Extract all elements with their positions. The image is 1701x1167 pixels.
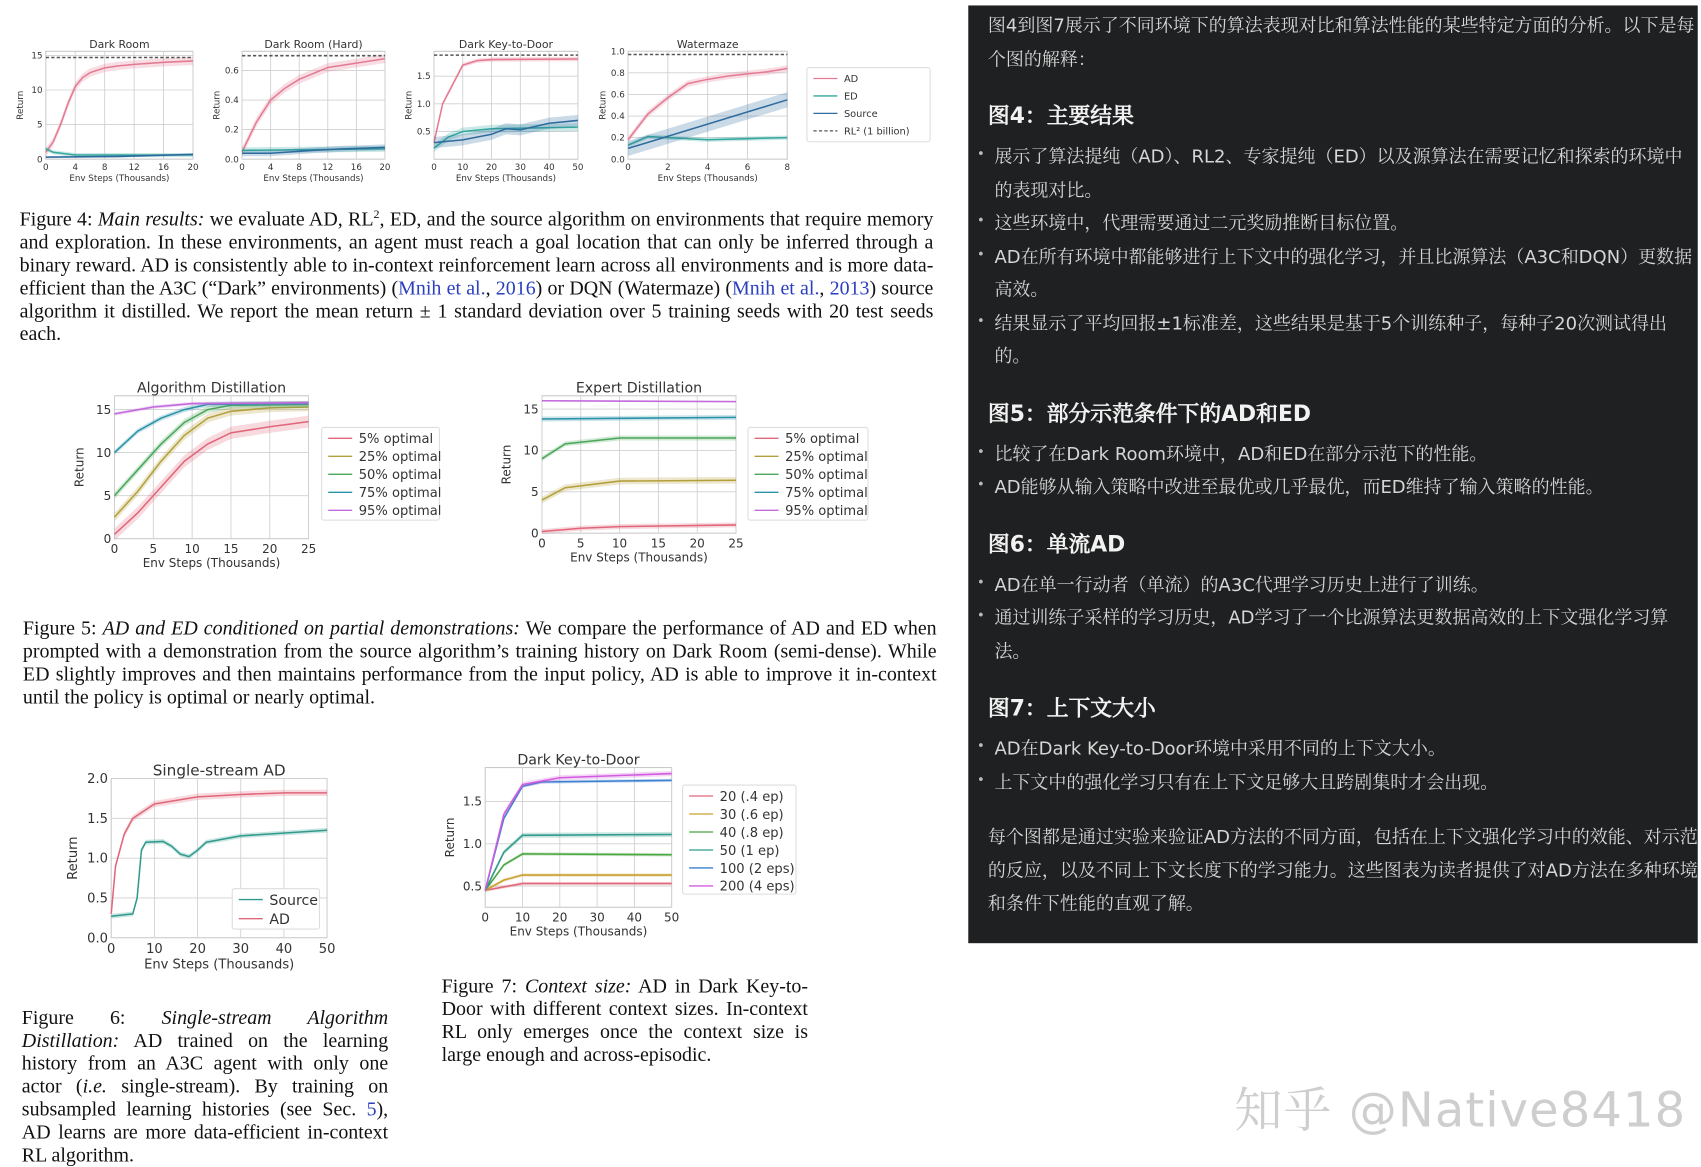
x-tick-label: 50 — [664, 910, 680, 925]
caption-text: Figure 6: — [21, 1006, 162, 1029]
explanation-panel — [968, 5, 1697, 943]
x-tick-label: 4 — [704, 163, 711, 174]
x-tick-label: 25 — [300, 541, 317, 556]
legend-label: 40 (.8 ep) — [719, 825, 784, 841]
caption-text: 2 — [373, 208, 380, 222]
y-tick-label: 0.0 — [224, 155, 239, 166]
x-tick-label: 0 — [625, 163, 631, 174]
x-tick-label: 10 — [457, 163, 469, 174]
bullet-list — [988, 438, 1698, 505]
y-tick-label: 0.2 — [224, 125, 239, 136]
chart-title: Watermaze — [676, 37, 739, 51]
y-tick-label: 0 — [531, 526, 539, 541]
x-tick-label: 15 — [650, 536, 667, 551]
x-tick-label: 12 — [128, 163, 140, 174]
caption-text: i.e. — [82, 1075, 107, 1097]
chart-title: Single-stream AD — [152, 761, 286, 780]
y-tick-label: 0.5 — [462, 879, 482, 894]
legend-label: 20 (.4 ep) — [719, 789, 784, 805]
caption-text: Main results: — [97, 208, 205, 231]
x-tick-label: 4 — [267, 163, 274, 174]
x-tick-label: 10 — [611, 536, 628, 551]
y-tick-label: 1.5 — [87, 811, 108, 827]
legend-label: 95% optimal — [358, 504, 442, 520]
figure-7-caption — [442, 975, 808, 1067]
y-tick-label: 0.5 — [87, 891, 108, 907]
caption-text: We compare the performance of AD and ED when prompted with a demonstration from the source algorithm’s training history on Dark Room (semi-dense). While ED slightly improves and then maintains performance from the input policy, AD is able to improve it in-context until the policy is optimal or nearly optimal. — [22, 617, 937, 708]
x-tick-label: 8 — [296, 163, 302, 174]
y-axis-label: Return — [212, 90, 223, 120]
x-tick-label: 20 — [187, 163, 199, 174]
caption-text: Figure 5: — [22, 617, 103, 639]
chart-7 — [443, 752, 796, 938]
y-tick-label: 15 — [523, 402, 539, 417]
chart-4 — [72, 381, 441, 570]
y-axis-label: Return — [72, 447, 87, 488]
legend-label: 75% optimal — [358, 486, 442, 502]
caption-text: Figure 4: — [19, 208, 98, 231]
x-tick-label: 15 — [223, 541, 239, 556]
y-tick-label: 1.0 — [610, 47, 625, 58]
x-tick-label: 0 — [43, 163, 49, 174]
chart-1 — [212, 38, 390, 184]
y-axis-label: Return — [404, 90, 415, 120]
bullet-item: • 上下文中的强化学习只有在上下文足够大且跨剧集时才会出现。 — [988, 766, 1698, 799]
x-tick-label: 20 — [485, 163, 498, 174]
bullet-list — [988, 733, 1698, 800]
bullet-list — [988, 141, 1698, 374]
y-tick-label: 0.6 — [224, 66, 239, 77]
x-tick-label: 4 — [72, 163, 79, 174]
legend-label: AD — [269, 911, 290, 928]
x-tick-label: 25 — [728, 536, 744, 551]
legend-label: RL² (1 billion) — [843, 126, 910, 138]
y-tick-label: 0.2 — [610, 133, 625, 144]
legend-label: 25% optimal — [358, 450, 442, 466]
x-tick-label: 20 — [689, 536, 705, 551]
bullet-item: • 结果显示了平均回报±1标准差，这些结果是基于5个训练种子，每种子20次测试得出的。 — [988, 307, 1698, 374]
caption-text: ) or DQN (Watermaze) ( — [535, 276, 733, 299]
x-axis-label: Env Steps (Thousands) — [657, 174, 758, 185]
x-axis-label: Env Steps (Thousands) — [144, 957, 295, 973]
bullet-item: • 展示了算法提纯（AD）、RL2、专家提纯（ED）以及源算法在需要记忆和探索的环境中的表现对比。 — [988, 141, 1698, 208]
legend-label: 100 (2 eps) — [719, 861, 795, 877]
x-tick-label: 30 — [514, 163, 526, 174]
y-tick-label: 0.0 — [87, 931, 108, 947]
x-axis-label: Env Steps (Thousands) — [570, 550, 708, 565]
x-tick-label: 40 — [543, 163, 555, 174]
x-tick-label: 12 — [322, 163, 334, 174]
figure-4-caption — [20, 208, 934, 345]
figures-canvas — [0, 0, 960, 981]
y-tick-label: 1.0 — [416, 99, 431, 110]
legend-label: Source — [843, 108, 878, 120]
legend-label: Source — [269, 892, 318, 909]
x-tick-label: 40 — [275, 942, 293, 958]
citation-link[interactable]: 2016 — [495, 276, 536, 299]
y-tick-label: 10 — [31, 86, 43, 97]
citation-link[interactable]: 2013 — [829, 276, 870, 299]
legend-label: 50% optimal — [358, 468, 442, 484]
bullet-item: • 比较了在Dark Room环境中，AD和ED在部分示范下的性能。 — [988, 438, 1698, 471]
x-tick-label: 20 — [552, 910, 568, 925]
legend-label: 75% optimal — [785, 486, 868, 502]
legend-label: AD — [843, 73, 859, 85]
x-tick-label: 0 — [538, 536, 546, 551]
y-tick-label: 1.5 — [462, 794, 482, 809]
x-axis-label: Env Steps (Thousands) — [509, 924, 648, 939]
y-tick-label: 15 — [95, 402, 112, 417]
x-tick-label: 5 — [149, 541, 158, 556]
x-axis-label: Env Steps (Thousands) — [142, 556, 281, 571]
chart-title: Dark Room (Hard) — [264, 37, 363, 51]
y-tick-label: 0.4 — [224, 96, 239, 107]
x-tick-label: 40 — [626, 910, 643, 925]
bullet-item: • AD能够从输入策略中改进至最优或几乎最优，而ED维持了输入策略的性能。 — [988, 471, 1698, 504]
x-tick-label: 16 — [158, 163, 170, 174]
y-tick-label: 0 — [103, 531, 112, 546]
y-axis-label: Return — [16, 90, 27, 120]
x-tick-label: 10 — [514, 910, 531, 925]
x-tick-label: 20 — [262, 541, 278, 556]
x-tick-label: 0 — [481, 910, 490, 925]
panel-intro: 图4到图7展示了不同环境下的算法表现对比和算法性能的某些特定方面的分析。以下是每个图的解释： — [987, 15, 1695, 70]
chart-title: Expert Distillation — [575, 380, 703, 397]
caption-text: , ED, and the source algorithm on environments that require memory and exploration. In these environments, an agent must reach a goal location that can only be inferred through a binary reward. AD is consistently able to in-context reinforcement learn across all environments and is more data-efficient than the A3C (“Dark” environments) ( — [19, 208, 934, 299]
caption-text: , — [485, 276, 496, 299]
y-tick-label: 5 — [103, 488, 112, 503]
bullet-item: • AD在所有环境中都能够进行上下文中的强化学习，并且比源算法（A3C和DQN）更数据高效。 — [988, 240, 1698, 307]
y-tick-label: 1.0 — [87, 851, 108, 867]
y-tick-label: 0.4 — [610, 112, 625, 123]
chart-6 — [66, 761, 335, 972]
x-tick-label: 0 — [107, 942, 116, 958]
caption-text: Context size: — [524, 974, 632, 997]
caption-text: ) source algorithm it distilled. We report the mean return ± 1 standard deviation over 5 training seeds with 20 test seeds each. — [19, 276, 934, 345]
bullet-list — [988, 569, 1698, 669]
x-tick-label: 2 — [665, 163, 671, 174]
y-tick-label: 1.5 — [416, 72, 431, 83]
y-tick-label: 15 — [31, 51, 43, 62]
figure-6-caption — [22, 1006, 388, 1166]
x-tick-label: 16 — [350, 163, 362, 174]
x-tick-label: 0 — [110, 541, 119, 556]
y-tick-label: 5 — [36, 120, 43, 131]
caption-text: Single-stream Algorithm Distillation: — [21, 1006, 389, 1052]
y-axis-label: Return — [443, 817, 458, 858]
plot-area — [242, 51, 385, 159]
x-tick-label: 30 — [232, 942, 250, 958]
legend-label: 25% optimal — [785, 450, 868, 466]
bullet-item: • 这些环境中，代理需要通过二元奖励推断目标位置。 — [988, 207, 1698, 240]
legend-label: 50 (1 ep) — [719, 843, 780, 859]
caption-text: AD trained on the learning history from an A3C agent with only one actor ( — [21, 1029, 389, 1097]
y-axis-label: Return — [499, 444, 514, 485]
citation-link[interactable]: Mnih et al. — [398, 276, 486, 299]
legend-label: 5% optimal — [358, 432, 434, 448]
citation-link[interactable]: Mnih et al. — [732, 276, 820, 299]
section-heading: 图4：主要结果 — [987, 102, 1134, 129]
caption-text: we evaluate AD, RL — [204, 208, 374, 231]
x-tick-label: 50 — [572, 163, 584, 174]
x-tick-label: 10 — [146, 942, 163, 958]
section-heading: 图5：部分示范条件下的AD和ED — [987, 399, 1311, 426]
x-tick-label: 0 — [239, 163, 245, 174]
x-tick-label: 5 — [576, 536, 585, 551]
y-tick-label: 0.8 — [610, 68, 625, 79]
caption-text: , — [819, 276, 830, 299]
x-tick-label: 0 — [431, 163, 437, 174]
caption-text: ), AD learns are more data-efficient in-context RL algorithm. — [21, 1098, 389, 1166]
bullet-item: • AD在单一行动者（单流）的A3C代理学习历史上进行了训练。 — [988, 569, 1698, 602]
x-tick-label: 8 — [101, 163, 108, 174]
section-heading: 图6：单流AD — [987, 530, 1126, 557]
y-tick-label: 0.6 — [610, 90, 625, 101]
section-heading: 图7：上下文大小 — [987, 694, 1156, 721]
series-line — [542, 401, 736, 402]
panel-outro: 每个图都是通过实验来验证AD方法的不同方面，包括在上下文强化学习中的效能、对示范的反应，以及不同上下文长度下的学习能力。这些图表为读者提供了对AD方法在多种环境和条件下性能的直观了解。 — [987, 826, 1698, 914]
chart-0 — [16, 38, 198, 184]
y-tick-label: 1.0 — [462, 836, 482, 851]
citation-link[interactable]: 5 — [366, 1098, 377, 1120]
chart-3 — [598, 38, 930, 184]
legend-label: 95% optimal — [785, 504, 868, 520]
y-tick-label: 10 — [523, 443, 539, 458]
bullet-item: • AD在Dark Key-to-Door环境中采用不同的上下文大小。 — [988, 733, 1698, 766]
x-tick-label: 50 — [318, 942, 336, 958]
x-tick-label: 8 — [784, 163, 791, 174]
chart-2 — [404, 38, 583, 184]
y-tick-label: 5 — [531, 485, 539, 500]
chart-title: Dark Key-to-Door — [458, 37, 553, 51]
x-tick-label: 6 — [744, 163, 751, 174]
y-tick-label: 0.5 — [416, 127, 431, 138]
caption-text: single-stream). By training on subsampled learning histories (see Sec. — [21, 1075, 389, 1120]
chart-title: Dark Room — [89, 37, 150, 51]
legend-label: ED — [843, 91, 858, 103]
x-tick-label: 20 — [379, 163, 391, 174]
legend-label: 200 (4 eps) — [719, 879, 795, 895]
y-tick-label: 0 — [36, 155, 43, 166]
x-axis-label: Env Steps (Thousands) — [263, 174, 364, 185]
chart-title: Algorithm Distillation — [136, 380, 287, 397]
x-tick-label: 30 — [589, 910, 605, 925]
y-tick-label: 0.0 — [610, 155, 625, 166]
caption-text: Figure 7: — [441, 974, 525, 997]
y-axis-label: Return — [66, 836, 82, 880]
figure-5-caption — [23, 617, 937, 709]
x-tick-label: 20 — [189, 942, 206, 958]
caption-text: AD in Dark Key-to-Door with different context sizes. In-context RL only emerges once the context size is large enough and across-episodic. — [441, 974, 808, 1066]
chart-5 — [500, 381, 868, 565]
caption-text: AD and ED conditioned on partial demonstrations: — [102, 617, 520, 639]
y-axis-label: Return — [598, 90, 609, 120]
y-tick-label: 10 — [95, 445, 112, 460]
x-axis-label: Env Steps (Thousands) — [455, 174, 557, 185]
x-axis-label: Env Steps (Thousands) — [69, 174, 170, 185]
y-tick-label: 2.0 — [87, 772, 108, 788]
legend-label: 5% optimal — [785, 432, 860, 448]
watermark: 知乎 @Native8418 — [1234, 1082, 1687, 1139]
legend-label: 50% optimal — [785, 468, 868, 484]
chart-title: Dark Key-to-Door — [517, 752, 640, 769]
legend-label: 30 (.6 ep) — [719, 807, 784, 823]
bullet-item: • 通过训练子采样的学习历史，AD学习了一个比源算法更数据高效的上下文强化学习算法。 — [988, 602, 1698, 669]
x-tick-label: 10 — [184, 541, 200, 556]
